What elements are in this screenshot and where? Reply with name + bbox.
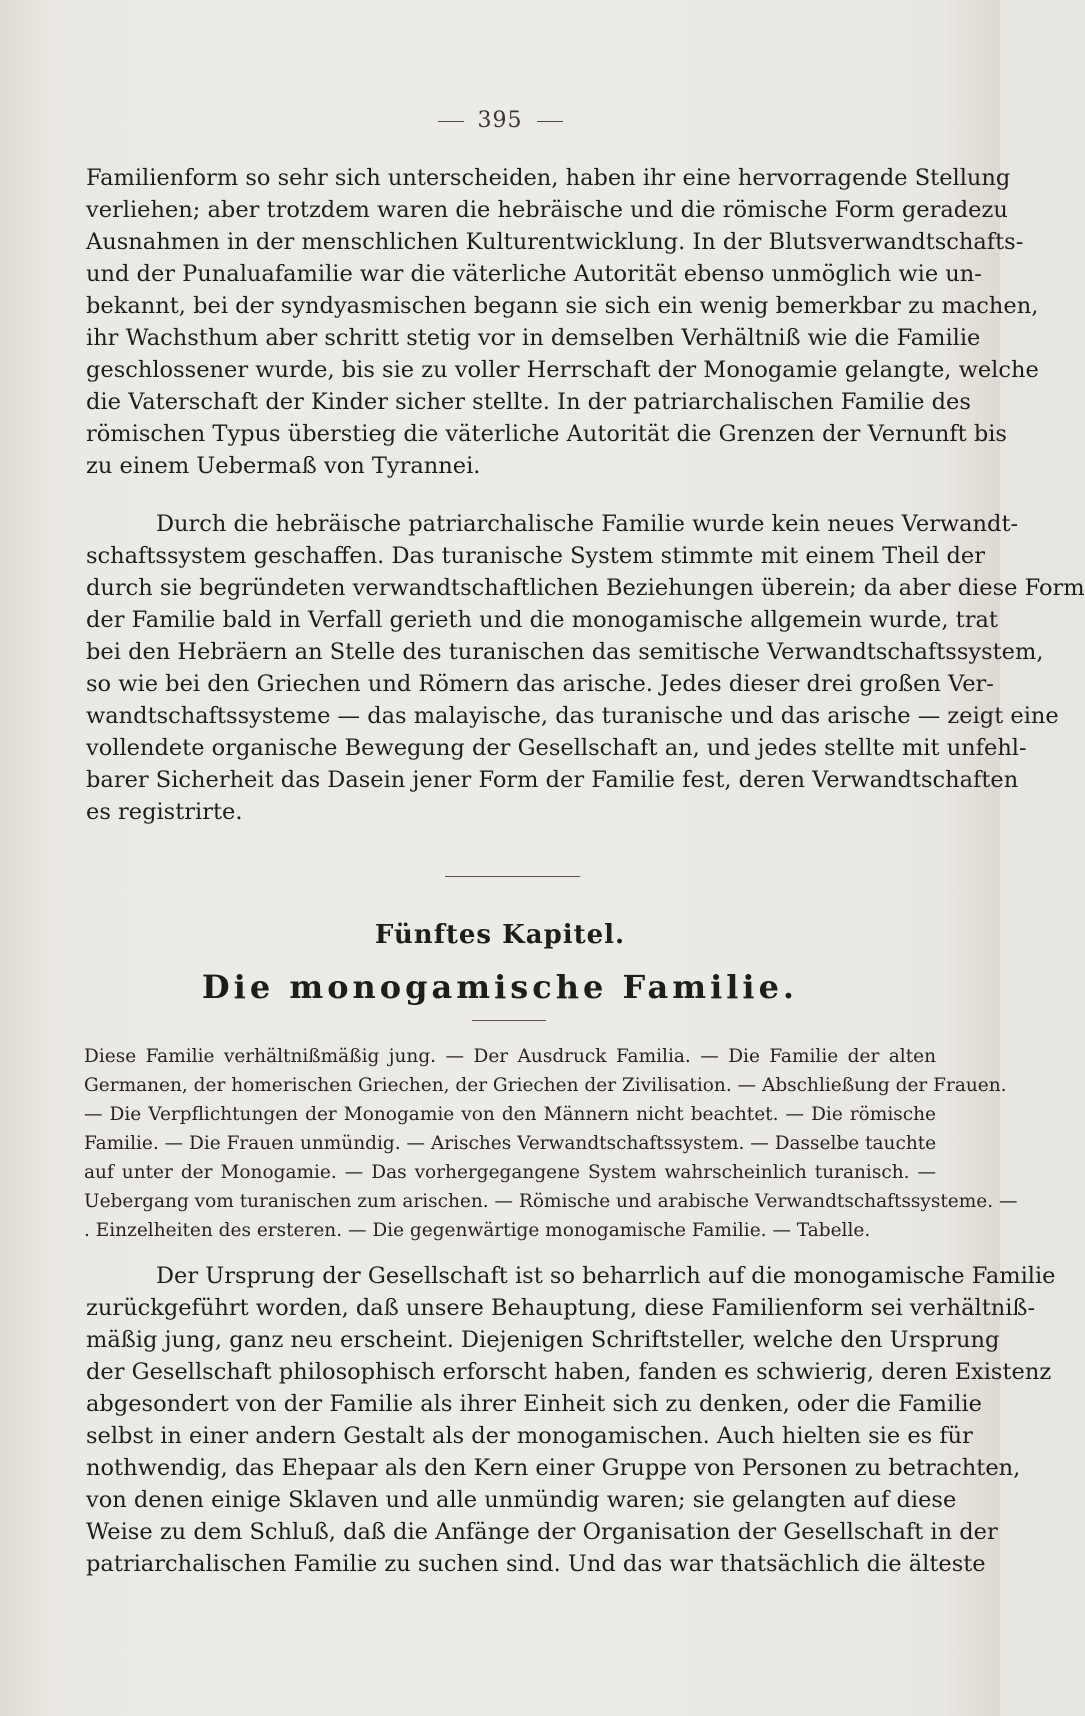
- summary-line: Familie. — Die Frauen unmündig. — Arisches Verwandtschaftssystem. — Dasselbe tauchte: [84, 1133, 937, 1154]
- text-line: abgesondert von der Familie als ihrer Einheit sich zu denken, oder die Familie: [86, 1391, 982, 1417]
- chapter-summary: [84, 1042, 1018, 1245]
- chapter-label: Fünftes Kapitel.: [374, 920, 626, 950]
- text-line: und der Punaluafamilie war die väterliche Autorität ebenso unmöglich wie un-: [86, 261, 982, 287]
- text-line: barer Sicherheit das Dasein jener Form der Familie fest, deren Verwandtschaften: [86, 767, 1019, 793]
- page-number-dash-left: [438, 121, 464, 122]
- page-number-dash-right: [537, 121, 563, 122]
- text-line: wandtschaftssysteme — das malayische, das turanische und das arische — zeigt eine: [86, 703, 1059, 729]
- text-line: es registrirte.: [86, 799, 243, 825]
- paragraph-continuation: [86, 162, 1039, 482]
- page-number: [0, 108, 1000, 133]
- text-line: mäßig jung, ganz neu erscheint. Diejenigen Schriftsteller, welche den Ursprung: [86, 1327, 1000, 1353]
- text-line: von denen einige Sklaven und alle unmündig waren; sie gelangten auf diese: [86, 1487, 957, 1513]
- text-line: Familienform so sehr sich unterscheiden, haben ihr eine hervorragende Stellung: [86, 165, 1011, 191]
- text-line: bekannt, bei der syndyasmischen begann sie sich ein wenig bemerkbar zu machen,: [86, 293, 1039, 319]
- text-line: geschlossener wurde, bis sie zu voller Herrschaft der Monogamie gelangte, welche: [86, 357, 1039, 383]
- text-line: zu einem Uebermaß von Tyrannei.: [86, 453, 481, 479]
- text-line: römischen Typus überstieg die väterliche Autorität die Grenzen der Vernunft bis: [86, 421, 1007, 447]
- summary-line: Diese Familie verhältnißmäßig jung. — Der Ausdruck Familia. — Die Familie der alten: [84, 1046, 936, 1067]
- paragraph-origin-of-society: [86, 1260, 1056, 1580]
- text-line: durch sie begründeten verwandtschaftlichen Beziehungen überein; da aber diese Form: [86, 575, 1085, 601]
- text-line: Der Ursprung der Gesellschaft ist so beharrlich auf die monogamische Familie: [156, 1263, 1056, 1289]
- page-number-text: 395: [477, 108, 523, 133]
- text-line: schaftssystem geschaffen. Das turanische System stimmte mit einem Theil der: [86, 543, 985, 569]
- summary-line: Germanen, der homerischen Griechen, der Griechen der Zivilisation. — Abschließung der Frauen.: [84, 1075, 1007, 1096]
- text-line: ihr Wachsthum aber schritt stetig vor in demselben Verhältniß wie die Familie: [86, 325, 981, 351]
- summary-line: auf unter der Monogamie. — Das vorhergegangene System wahrscheinlich turanisch. —: [84, 1162, 936, 1183]
- text-line: die Vaterschaft der Kinder sicher stellte. In der patriarchalischen Familie des: [86, 389, 971, 415]
- text-line: der Gesellschaft philosophisch erforscht haben, fanden es schwierig, deren Existenz: [86, 1359, 1052, 1385]
- text-line: nothwendig, das Ehepaar als den Kern einer Gruppe von Personen zu betrachten,: [86, 1455, 1021, 1481]
- text-line: bei den Hebräern an Stelle des turanischen das semitische Verwandtschaftssystem,: [86, 639, 1044, 665]
- text-line: Durch die hebräische patriarchalische Familie wurde kein neues Verwandt-: [156, 511, 1019, 537]
- text-line: selbst in einer andern Gestalt als der monogamischen. Auch hielten sie es für: [86, 1423, 973, 1449]
- text-line: vollendete organische Bewegung der Gesellschaft an, und jedes stellte mit unfehl-: [86, 735, 1027, 761]
- text-line: so wie bei den Griechen und Römern das arische. Jedes dieser drei großen Ver-: [86, 671, 994, 697]
- text-line: zurückgeführt worden, daß unsere Behauptung, diese Familienform sei verhältniß-: [86, 1295, 1036, 1321]
- text-line: patriarchalischen Familie zu suchen sind. Und das war thatsächlich die älteste: [86, 1551, 986, 1577]
- section-divider: [445, 876, 580, 877]
- chapter-title: Die monogamische Familie.: [201, 968, 799, 1006]
- summary-line: . Einzelheiten des ersteren. — Die gegenwärtige monogamische Familie. — Tabelle.: [84, 1220, 871, 1241]
- text-line: Ausnahmen in der menschlichen Kulturentwicklung. In der Blutsverwandtschafts-: [86, 229, 1024, 255]
- summary-line: — Die Verpflichtungen der Monogamie von den Männern nicht beachtet. — Die römische: [84, 1104, 936, 1125]
- paragraph-kinship-systems: [86, 508, 1085, 828]
- text-line: verliehen; aber trotzdem waren die hebräische und die römische Form geradezu: [86, 197, 1008, 223]
- text-line: der Familie bald in Verfall gerieth und die monogamische allgemein wurde, trat: [86, 607, 998, 633]
- text-line: Weise zu dem Schluß, daß die Anfänge der Organisation der Gesellschaft in der: [86, 1519, 998, 1545]
- summary-line: Uebergang vom turanischen zum arischen. — Römische und arabische Verwandtschaftssysteme. —: [84, 1191, 1018, 1212]
- title-divider: [472, 1020, 546, 1021]
